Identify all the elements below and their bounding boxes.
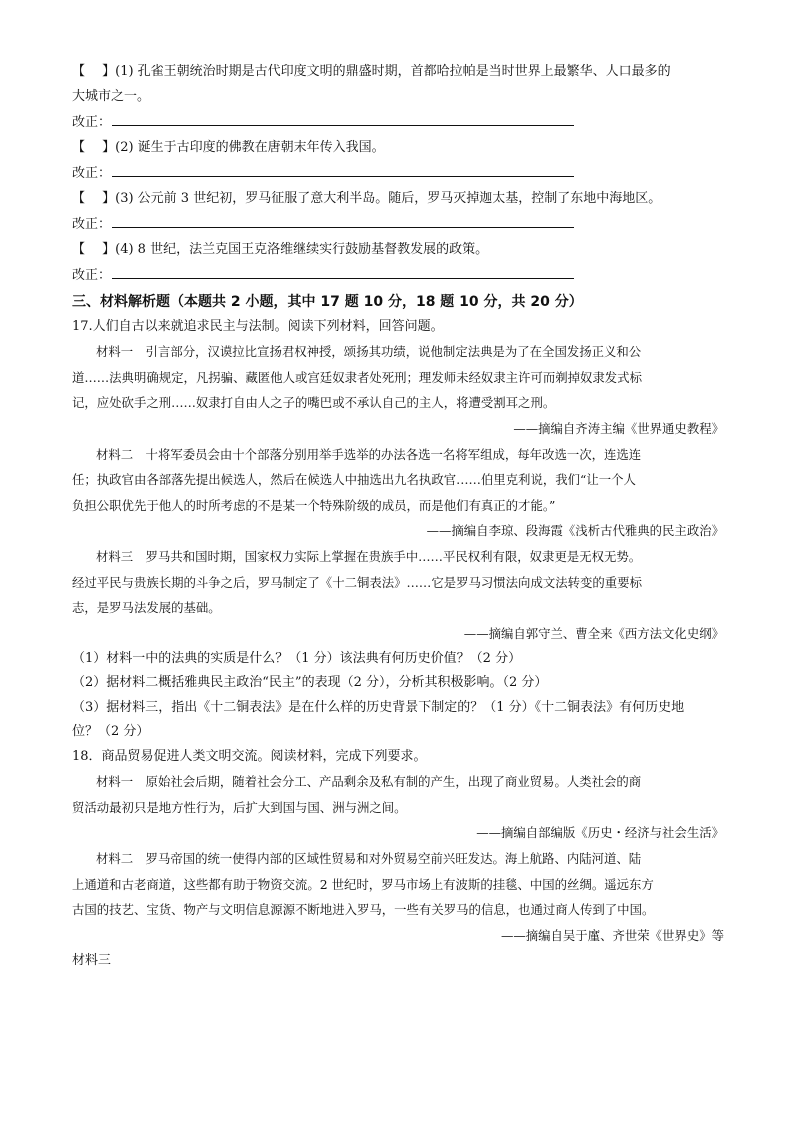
q18-material-2-source: ——摘编自吴于廑、齐世荣《世界史》等 [500, 927, 724, 943]
q17-material-2: 任；执政官由各部落先提出候选人，然后在候选人中抽选出九名执政官……伯里克利说，我们“让一个人 [72, 472, 636, 487]
q17-question-2: （2）据材料二概括雅典民主政治“民主”的表现（2 分），分析其积极影响。（2 分） [72, 675, 548, 690]
fix-row-2 [72, 160, 724, 187]
q17-material-3-source: ——摘编自郭守兰、曹全来《西方法文化史纲》 [463, 625, 724, 641]
q17-question-3: （3）据材料三，指出《十二铜表法》是在什么样的历史背景下制定的？（1 分）《十二铜表法》有何历史地 [72, 699, 685, 715]
fix-answer-line[interactable] [112, 160, 574, 177]
q18-material-1: 贸活动最初只是地方性行为，后扩大到国与国、洲与洲之间。 [72, 799, 407, 815]
q17-material-3: 志，是罗马法发展的基础。 [72, 600, 221, 615]
q18-stem: 18．商品贸易促进人类文明交流。阅读材料，完成下列要求。 [72, 748, 427, 764]
q17-material-1: 道……法典明确规定，凡拐骗、藏匿他人或宫廷奴隶者处死刑；理发师未经奴隶主许可而剃掉奴隶发式标 [72, 369, 642, 385]
judgement-4: 【 】(4) 8 世纪，法兰克国王克洛维继续实行鼓励基督教发展的政策。 [72, 241, 489, 257]
q17-material-1-source: ——摘编自齐涛主编《世界通史教程》 [513, 420, 724, 436]
q17-stem: 17.人们自古以来就追求民主与法制。阅读下列材料，回答问题。 [72, 318, 444, 334]
q18-material-3-label: 材料三 [72, 952, 112, 968]
fix-answer-line[interactable] [112, 109, 574, 126]
q17-material-2-source: ——摘编自李琼、段海霞《浅析古代雅典的民主政治》 [426, 523, 724, 538]
fix-answer-line[interactable] [112, 211, 574, 228]
q17-material-1: 记，应处砍手之刑……奴隶打自由人之子的嘴巴或不承认自己的主人，将遭受割耳之刑。 [72, 395, 556, 410]
fix-label: 改正： [72, 166, 112, 181]
fix-row-1 [72, 109, 724, 136]
fix-row-4 [72, 262, 724, 289]
fix-label: 改正： [72, 115, 112, 130]
section-title: 三、材料解析题（本题共 2 小题，其中 17 题 10 分，18 题 10 分，共 20 分） [72, 293, 583, 310]
q17-material-2: 材料二 十将军委员会由十个部落分别用举手选举的办法各选一名将军组成，每年改选一次，连选连 [96, 446, 642, 462]
q17-material-2: 负担公职优先于他人的时所考虑的不是某一个特殊阶级的成员，而是他们有真正的才能。” [72, 497, 556, 513]
judgement-2: 【 】(2) 诞生于古印度的佛教在唐朝末年传入我国。 [72, 139, 385, 155]
q17-material-1: 材料一 引言部分，汉谟拉比宣扬君权神授，颂扬其功绩，说他制定法典是为了在全国发扬正义和公 [96, 344, 642, 359]
q18-material-1: 材料一 原始社会后期，随着社会分工、产品剩余及私有制的产生，出现了商业贸易。人类社会的商 [96, 774, 642, 789]
q18-material-2: 古国的技艺、宝货、物产与文明信息源源不断地进入罗马，一些有关罗马的信息，也通过商人传到了中国。 [72, 902, 655, 917]
q17-material-3: 经过平民与贵族长期的斗争之后，罗马制定了《十二铜表法》……它是罗马习惯法向成文法转变的重要标 [72, 574, 642, 590]
judgement-3: 【 】(3) 公元前 3 世纪初，罗马征服了意大利半岛。随后，罗马灭掉迦太基，控制了东地中海地区。 [72, 190, 662, 206]
fix-label: 改正： [72, 268, 112, 283]
judgement-1: 【 】(1) 孔雀王朝统治时期是古代印度文明的鼎盛时期，首都哈拉帕是当时世界上最繁华、人口最多的 [72, 64, 671, 79]
q18-material-2: 材料二 罗马帝国的统一使得内部的区域性贸易和对外贸易空前兴旺发达。海上航路、内陆河道、陆 [96, 851, 642, 866]
q18-material-1-source: ——摘编自部编版《历史・经济与社会生活》 [476, 825, 724, 840]
fix-label: 改正： [72, 217, 112, 232]
q17-question-3-cont: 位？（2 分） [72, 724, 150, 739]
fix-row-3 [72, 211, 724, 238]
exam-page [72, 60, 724, 973]
q17-material-3: 材料三 罗马共和国时期，国家权力实际上掌握在贵族手中……平民权利有限，奴隶更是无权无势。 [96, 549, 642, 564]
judgement-1-cont: 大城市之一。 [72, 88, 151, 104]
q18-material-2: 上通道和古老商道，这些都有助于物资交流。2 世纪时，罗马市场上有波斯的挂毯、中国的丝绸。遥远东方 [72, 876, 654, 892]
q17-question-1: （1）材料一中的法典的实质是什么？（1 分）该法典有何历史价值？（2 分） [72, 650, 522, 666]
fix-answer-line[interactable] [112, 262, 574, 279]
